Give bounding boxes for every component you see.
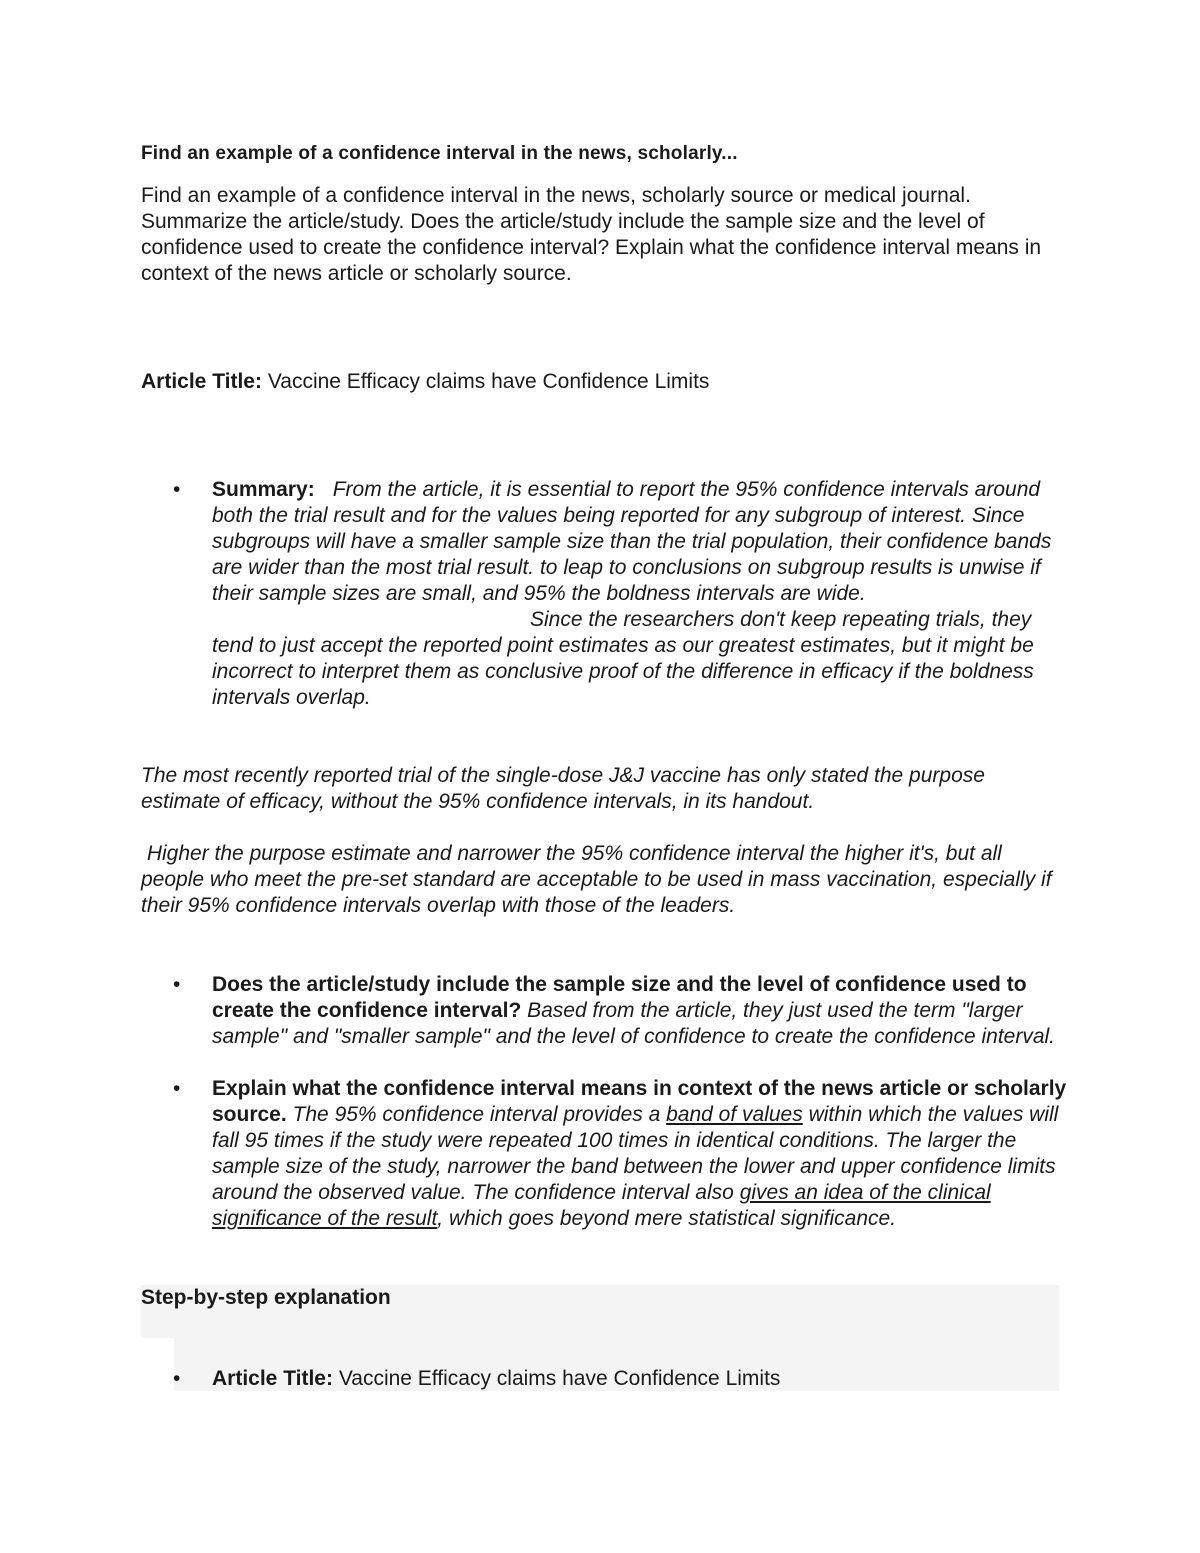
document-heading: Find an example of a confidence interval in the news, scholarly...	[141, 143, 738, 164]
interval-meaning-item	[212, 1076, 1067, 1232]
clinical-significance-phrase: gives an idea of the clinical significance of the result	[212, 1181, 991, 1230]
interval-meaning-answer-3: , which goes beyond mere statistical significance.	[437, 1207, 897, 1230]
summary-text-b: Since the researchers don't keep repeating trials, they tend to just accept the reported point estimates as our greatest estimates, but it might be incorrect to interpret them as conclusive proof of the difference in efficacy if the boldness intervals overlap.	[212, 608, 1034, 709]
sample-size-answer: Based from the article, they just used the term "larger sample" and "smaller sample" and the level of confidence to create the confidence interval.	[212, 999, 1056, 1048]
summary-label: Summary:	[212, 478, 315, 501]
sample-size-question: Does the article/study include the sample size and the level of confidence used to create the confidence interval?	[212, 973, 1027, 1022]
bullet-dot: •	[173, 1077, 181, 1100]
article-title-label: Article Title:	[141, 370, 262, 393]
interval-meaning-answer-2: within which the values will fall 95 times if the study were repeated 100 times in identical conditions. The larger the sample size of the study, narrower the band between the lower and upper confidence limits around the observed value. The confidence interval also	[212, 1103, 1059, 1204]
question-text: Find an example of a confidence interval in the news, scholarly source or medical journal. Summarize the article/study. Does the article/study include the sample size and the level of confidence used to create the confidence interval? Explain what the confidence interval means in context of the news article or scholarly source.	[141, 184, 1042, 285]
step-by-step-heading: Step-by-step explanation	[141, 1286, 391, 1309]
bullet-dot: •	[173, 1367, 181, 1390]
band-of-values-phrase: band of values	[666, 1103, 803, 1126]
paragraph-jj-trial: The most recently reported trial of the single-dose J&J vaccine has only stated the purpose estimate of efficacy, without the 95% confidence intervals, in its handout.	[141, 764, 985, 813]
summary-item	[212, 477, 1067, 711]
paragraph-purpose-estimate: Higher the purpose estimate and narrower the 95% confidence interval the higher it's, but all people who meet the pre-set standard are acceptable to be used in mass vaccination, especially if their 95% confidence intervals overlap with those of the leaders.	[141, 842, 1058, 917]
article-title-line	[141, 369, 1061, 395]
article-title-value: Vaccine Efficacy claims have Confidence Limits	[261, 370, 710, 393]
step-article-title-line	[212, 1366, 1067, 1392]
bullet-dot: •	[173, 973, 181, 996]
bullet-dot: •	[173, 478, 181, 501]
interval-meaning-answer-1: The 95% confidence interval provides a	[292, 1103, 661, 1126]
step-article-title-label: Article Title:	[212, 1367, 333, 1390]
step-article-title-value: Vaccine Efficacy claims have Confidence Limits	[332, 1367, 781, 1390]
interval-meaning-question: Explain what the confidence interval means in context of the news article or scholarly source.	[212, 1077, 1067, 1126]
summary-text-a: From the article, it is essential to report the 95% confidence intervals around both the trial result and for the values being reported for any subgroup of interest. Since subgroups will have a smaller sample size than the trial population, their confidence bands are wider than the most trial result. to leap to conclusions on subgroup results is unwise if their sample sizes are small, and 95% the boldness intervals are wide.	[212, 478, 1052, 605]
sample-size-item	[212, 972, 1067, 1050]
